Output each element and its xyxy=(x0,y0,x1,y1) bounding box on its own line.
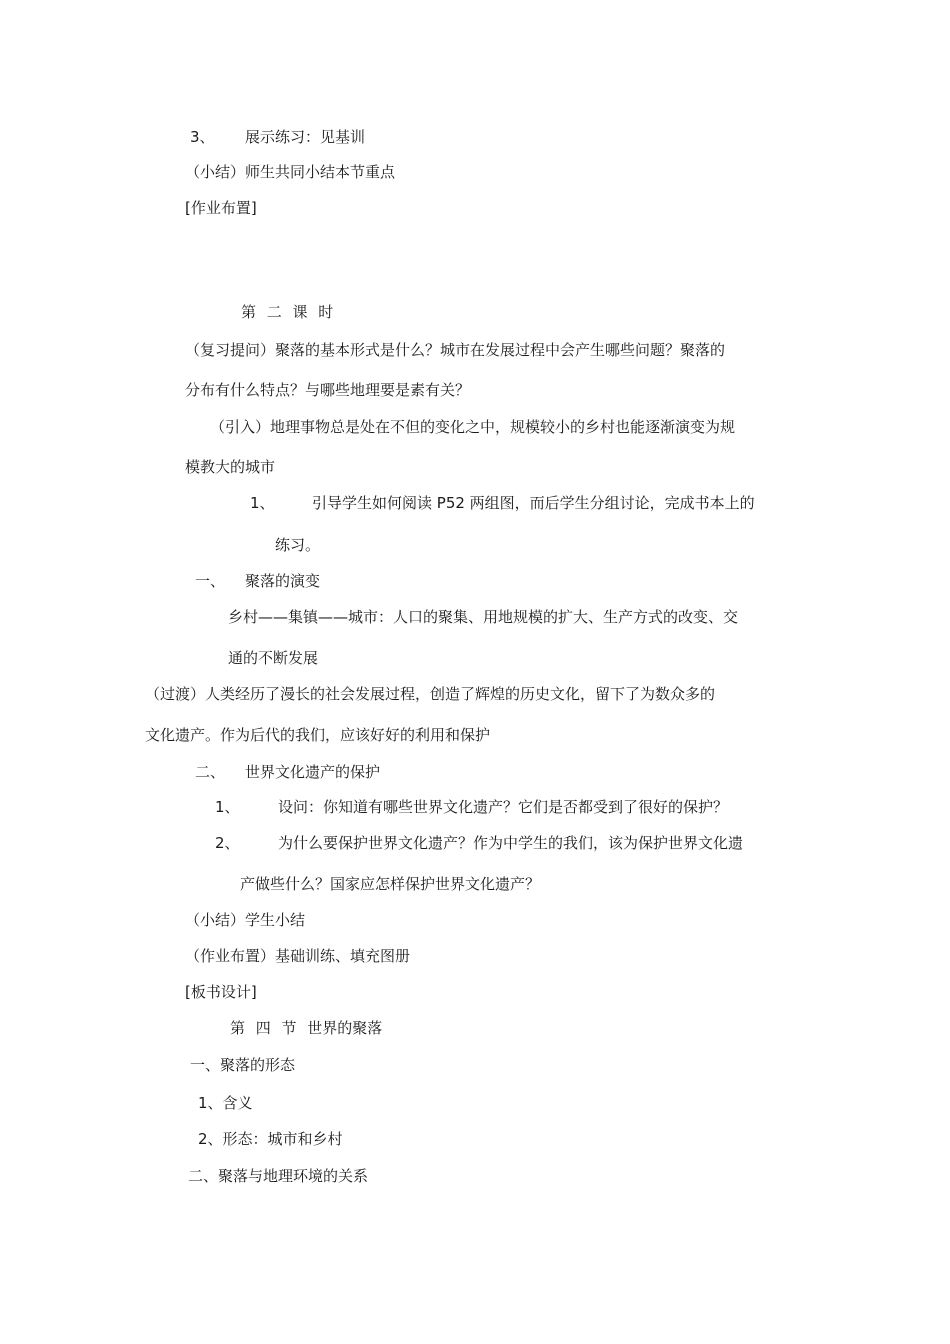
homework-line: （作业布置）基础训练、填充图册 xyxy=(185,947,411,965)
guide-item-continued: 练习。 xyxy=(275,536,321,554)
review-question-line-1: （复习提问）聚落的基本形式是什么？城市在发展过程中会产生哪些问题？聚落的 xyxy=(185,341,726,359)
heritage-item-2 xyxy=(215,833,743,853)
section-title: 世界文化遗产的保护 xyxy=(245,763,381,781)
evolution-line-2: 通的不断发展 xyxy=(228,649,319,667)
board-subitem-forms: 2、形态：城市和乡村 xyxy=(198,1130,343,1148)
section-number: 一、 xyxy=(195,572,226,590)
summary-line: （小结）师生共同小结本节重点 xyxy=(185,163,396,181)
heritage-item-2-continued: 产做些什么？国家应怎样保护世界文化遗产？ xyxy=(240,875,541,893)
heritage-item-1 xyxy=(215,797,728,817)
board-item-form: 一、聚落的形态 xyxy=(190,1056,296,1074)
lesson-title: 第 二 课 时 xyxy=(241,303,334,321)
review-question-line-2: 分布有什么特点？与哪些地理要是素有关？ xyxy=(185,381,471,399)
item-text: 设问：你知道有哪些世界文化遗产？它们是否都受到了很好的保护？ xyxy=(278,798,729,816)
student-summary: （小结）学生小结 xyxy=(185,911,306,929)
homework-heading: [作业布置] xyxy=(185,199,257,217)
evolution-line-1: 乡村——集镇——城市：人口的聚集、用地规模的扩大、生产方式的改变、交 xyxy=(228,608,739,626)
item-text: 展示练习：见基训 xyxy=(245,128,366,146)
section-number: 二、 xyxy=(195,763,226,781)
intro-line-1: （引入）地理事物总是处在不但的变化之中，规模较小的乡村也能逐渐演变为规 xyxy=(210,418,736,436)
board-subitem-meaning: 1、含义 xyxy=(198,1094,253,1112)
board-title: 第 四 节 世界的聚落 xyxy=(230,1019,383,1037)
item-number: 3、 xyxy=(190,128,215,146)
board-item-relation: 二、聚落与地理环境的关系 xyxy=(188,1167,369,1185)
item-number: 1、 xyxy=(250,494,275,512)
section-heading-evolution xyxy=(195,571,320,591)
item-text: 为什么要保护世界文化遗产？作为中学生的我们，该为保护世界文化遗 xyxy=(278,834,744,852)
section-heading-heritage xyxy=(195,762,380,782)
transition-line-2: 文化遗产。作为后代的我们，应该好好的利用和保护 xyxy=(145,726,491,744)
board-design-heading: [板书设计] xyxy=(185,983,257,1001)
item-text: 引导学生如何阅读 P52 两组图，而后学生分组讨论，完成书本上的 xyxy=(312,494,755,512)
item-number: 2、 xyxy=(215,834,240,852)
section-title: 聚落的演变 xyxy=(245,572,321,590)
intro-line-2: 模教大的城市 xyxy=(185,458,276,476)
item-number: 1、 xyxy=(215,798,240,816)
guide-item xyxy=(250,493,755,513)
practice-item xyxy=(190,127,365,147)
transition-line-1: （过渡）人类经历了漫长的社会发展过程，创造了辉煌的历史文化，留下了为数众多的 xyxy=(145,685,716,703)
